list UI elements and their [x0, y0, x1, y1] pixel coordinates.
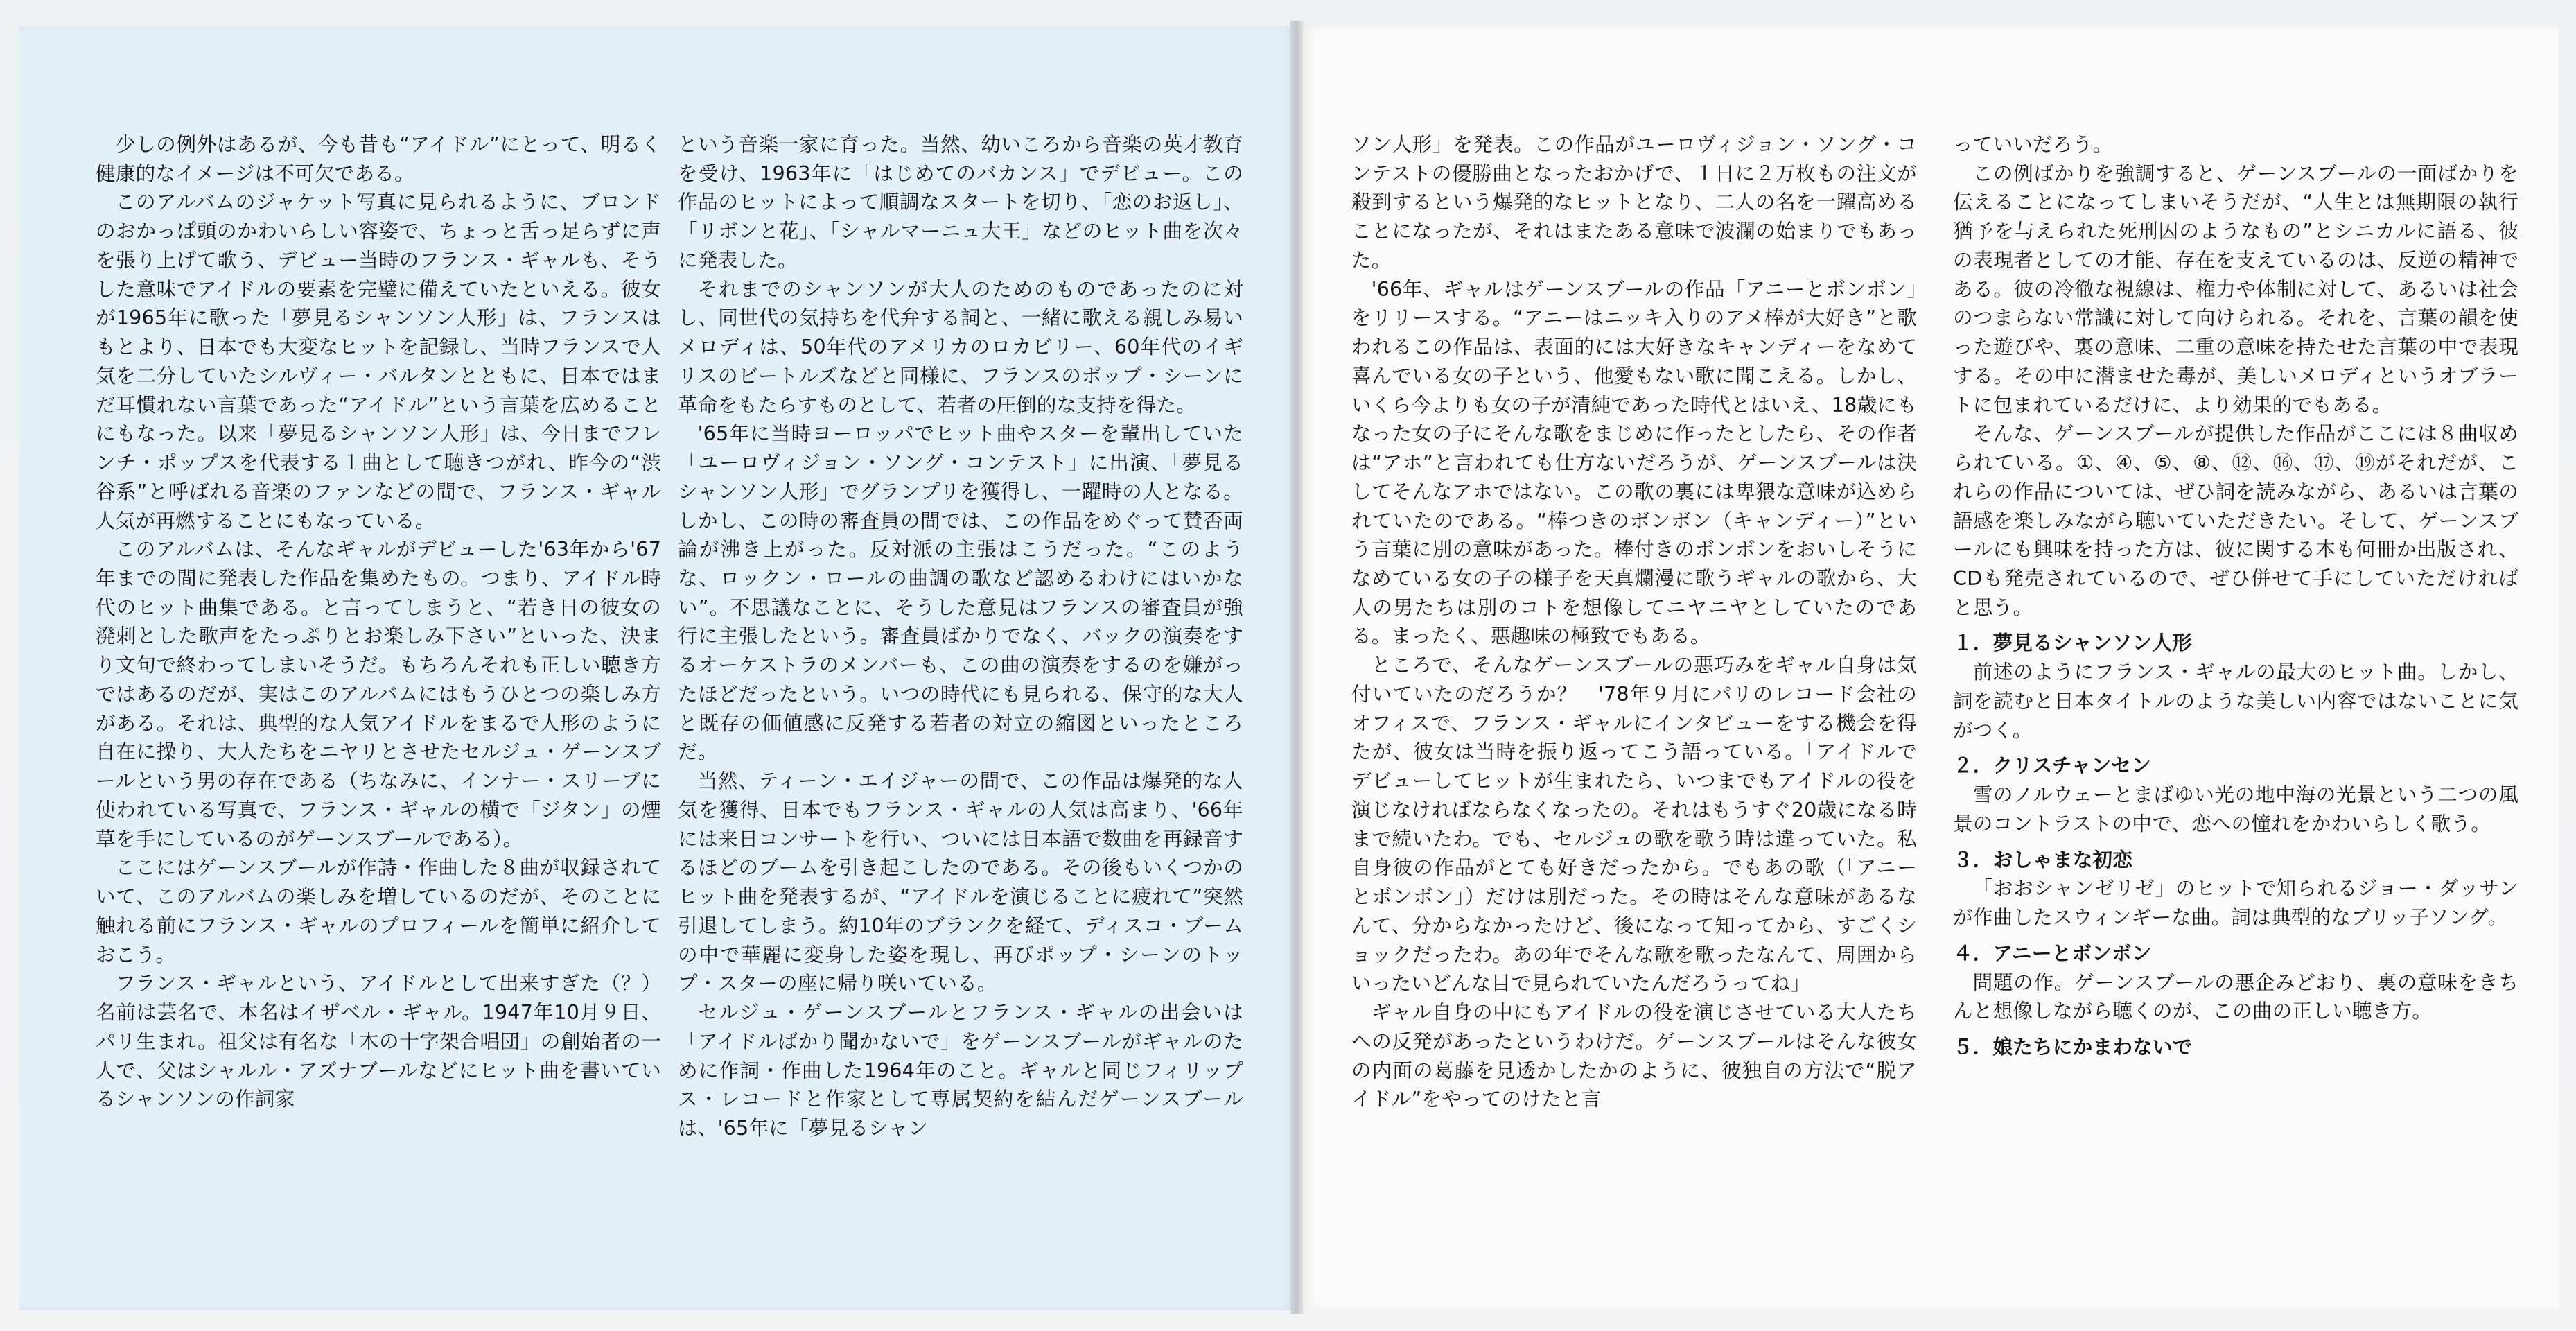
paragraph: このアルバムは、そんなギャルがデビューした'63年から'67年までの間に発表した作品を集めたもの。つまり、アイドル時代のヒット曲集である。と言ってしまうと、“若き日の彼女の溌剌とした歌声をたっぷりとお楽しみ下さい”といった、決まり文句で終わってしまいそうだ。もちろんそれも正しい聴き方ではあるのだが、実はこのアルバムにはもうひとつの楽しみ方がある。それは、典型的な人気アイドルをまるで人形のように自在に操り、大人たちをニヤリとさせたセルジュ・ゲーンスブールという男の存在である（ちなみに、インナー・スリーブに使われている写真で、フランス・ギャルの横で「ジタン」の煙草を手にしているのがゲーンスブールである）。 [96, 537, 661, 851]
paragraph: ギャル自身の中にもアイドルの役を演じさせている大人たちへの反発があったというわけだ。ゲーンスブールはそんな彼女の内面の葛藤を見透かしたかのように、彼独自の方法で“脱アイドル”をやってのけたと言 [1351, 1000, 1917, 1111]
track-title: ４．アニーとボンボン [1953, 941, 2152, 965]
right-page-column-2 [1953, 130, 2518, 1253]
right-page [1303, 26, 2559, 1310]
left-page-column-2 [678, 130, 1243, 1253]
track-description: 前述のようにフランス・ギャルの最大のヒット曲。しかし、詞を読むと日本タイトルのような美しい内容ではないことに気がつく。 [1953, 660, 2518, 742]
track-description: 「おおシャンゼリゼ」のヒットで知られるジョー・ダッサンが作曲したスウィンギーな曲。詞は典型的なブリッ子ソング。 [1953, 876, 2518, 930]
paragraph: っていいだろう。 [1953, 132, 2113, 156]
paragraph: このアルバムのジャケット写真に見られるように、ブロンドのおかっぱ頭のかわいらしい容姿で、ちょっと舌っ足らずに声を張り上げて歌う、デビュー当時のフランス・ギャルも、そうした意味でアイドルの要素を完璧に備えていたといえる。彼女が1965年に歌った「夢見るシャンソン人形」は、フランスはもとより、日本でも大変なヒットを記録し、当時フランスで人気を二分していたシルヴィー・バルタンとともに、日本ではまだ耳慣れない言葉であった“アイドル”という言葉を広めることにもなった。以来「夢見るシャンソン人形」は、今日までフレンチ・ポップスを代表する１曲として聴きつがれ、昨今の“渋谷系”と呼ばれる音楽のファンなどの間で、フランス・ギャル人気が再燃することにもなっている。 [96, 190, 661, 532]
paragraph: この例ばかりを強調すると、ゲーンスブールの一面ばかりを伝えることになってしまいそうだが、“人生とは無期限の執行猶予を与えられた死刑囚のようなもの”とシニカルに語る、彼の表現者としての才能、存在を支えているのは、反逆の精神である。彼の冷徹な視線は、権力や体制に対して、あるいは社会のつまらない常識に対して向けられる。それを、言葉の韻を使った遊びや、裏の意味、二重の意味を持たせた言葉の中で表現する。その中に潜ませた毒が、美しいメロディというオブラートに包まれているだけに、より効果的でもある。 [1953, 161, 2518, 417]
track-title: ２．クリスチャンセン [1953, 754, 2151, 778]
track-notes [1953, 629, 2518, 1061]
paragraph: そんな、ゲーンスブールが提供した作品がここには８曲収められている。①、④、⑤、⑧、⑫、⑯、⑰、⑲がそれだが、これらの作品については、ぜひ詞を読みながら、あるいは言葉の語感を楽しみながら聴いていただきたい。そして、ゲーンスブールにも興味を持った方は、彼に関する本も何冊か出版され、CDも発売されているので、ぜひ併せて手にしていただければと思う。 [1953, 421, 2518, 619]
track-title: １．夢見るシャンソン人形 [1953, 631, 2192, 655]
paragraph: ここにはゲーンスブールが作詩・作曲した８曲が収録されていて、このアルバムの楽しみを増しているのだが、そのことに触れる前にフランス・ギャルのプロフィールを簡単に紹介しておこう。 [96, 855, 661, 966]
paragraph: フランス・ギャルという、アイドルとして出来すぎた（？）名前は芸名で、本名はイザベル・ギャル。1947年10月９日、パリ生まれ。祖父は有名な「木の十字架合唱団」の創始者の一人で、父はシャルル・アズナブールなどにヒット曲を書いているシャンソンの作詞家 [96, 971, 661, 1111]
paragraph: 少しの例外はあるが、今も昔も“アイドル”にとって、明るく健康的なイメージは不可欠である。 [96, 132, 661, 185]
paragraph: という音楽一家に育った。当然、幼いころから音楽の英才教育を受け、1963年に「はじめてのバカンス」でデビュー。この作品のヒットによって順調なスタートを切り、「恋のお返し」、「リボンと花」、「シャルマーニュ大王」などのヒット曲を次々に発表した。 [678, 132, 1243, 272]
paragraph: ところで、そんなゲーンスブールの悪巧みをギャル自身は気付いていたのだろうか？ '78年９月にパリのレコード会社のオフィスで、フランス・ギャルにインタビューをする機会を得たが、彼女は当時を振り返ってこう語っている。「アイドルでデビューしてヒットが生まれたら、いつまでもアイドルの役を演じなければならなくなったの。それはもうすぐ20歳になる時まで続いたわ。でも、セルジュの歌を歌う時は違っていた。私自身彼の作品がとても好きだったから。でもあの歌（「アニーとボンボン」）だけは別だった。その時はそんな意味があるなんて、分からなかったけど、後になって知ってから、すごくショックだったわ。あの年でそんな歌を歌ったなんて、周囲からいったいどんな目で見られていたんだろうってね」 [1351, 653, 1917, 995]
paragraph: ソン人形」を発表。この作品がユーロヴィジョン・ソング・コンテストの優勝曲となったおかげで、１日に２万枚もの注文が殺到するという爆発的なヒットとなり、二人の名を一躍高めることになったが、それはまたある意味で波瀾の始まりでもあった。 [1351, 132, 1917, 272]
paragraph: セルジュ・ゲーンスブールとフランス・ギャルの出会いは「アイドルばかり聞かないで」をゲーンスブールがギャルのために作詞・作曲した1964年のこと。ギャルと同じフィリップス・レコードと作家として専属契約を結んだゲーンスブールは、'65年に「夢見るシャン [678, 1000, 1243, 1140]
track-title: ３．おしゃまな初恋 [1953, 847, 2133, 871]
left-page [19, 26, 1292, 1310]
paragraph: それまでのシャンソンが大人のためのものであったのに対し、同世代の気持ちを代弁する詞と、一緒に歌える親しみ易いメロディは、50年代のアメリカのロカビリー、60年代のイギリスのビートルズなどと同様に、フランスのポップ・シーンに革命をもたらすものとして、若者の圧倒的な支持を得た。 [678, 277, 1243, 417]
paragraph: '65年に当時ヨーロッパでヒット曲やスターを輩出していた「ユーロヴィジョン・ソング・コンテスト」に出演、「夢見るシャンソン人形」でグランプリを獲得し、一躍時の人となる。しかし、この時の審査員の間では、この作品をめぐって賛否両論が沸き上がった。反対派の主張はこうだった。“このような、ロックン・ロールの曲調の歌など認めるわけにはいかない”。不思議なことに、そうした意見はフランスの審査員が強行に主張したという。審査員ばかりでなく、バックの演奏をするオーケストラのメンバーも、この曲の演奏をするのを嫌がったほどだったという。いつの時代にも見られる、保守的な大人と既存の価値感に反発する若者の対立の縮図といったところだ。 [678, 421, 1243, 764]
book-gutter [1290, 21, 1304, 1314]
track-title: ５．娘たちにかまわないで [1953, 1035, 2193, 1059]
right-page-column-1 [1351, 130, 1917, 1253]
track-description: 雪のノルウェーとまばゆい光の地中海の光景という二つの風景のコントラストの中で、恋への憧れをかわいらしく歌う。 [1953, 783, 2518, 835]
paragraph: '66年、ギャルはゲーンスブールの作品「アニーとボンボン」をリリースする。“アニーはニッキ入りのアメ棒が大好き”と歌われるこの作品は、表面的には大好きなキャンディーをなめて喜んでいる女の子という、他愛もない歌に聞こえる。しかし、いくら今よりも女の子が清純であった時代とはいえ、18歳にもなった女の子にそんな歌をまじめに作ったとしたら、その作者は“アホ”と言われても仕方ないだろうが、ゲーンスブールは決してそんなアホではない。この歌の裏には卑猥な意味が込められていたのである。“棒つきのボンボン（キャンディー）”という言葉に別の意味があった。棒付きのボンボンをおいしそうになめている女の子の様子を天真爛漫に歌うギャルの歌から、大人の男たちは別のコトを想像してニヤニヤとしていたのである。まったく、悪趣味の極致でもある。 [1351, 277, 1917, 648]
left-page-column-1 [96, 130, 661, 1253]
track-description: 問題の作。ゲーンスブールの悪企みどおり、裏の意味をきちんと想像しながら聴くのが、この曲の正しい聴き方。 [1953, 970, 2518, 1023]
paragraph: 当然、ティーン・エイジャーの間で、この作品は爆発的な人気を獲得、日本でもフランス・ギャルの人気は高まり、'66年には来日コンサートを行い、ついには日本語で数曲を再録音するほどのブームを引き起こしたのである。その後もいくつかのヒット曲を発表するが、“アイドルを演じることに疲れて”突然引退してしまう。約10年のブランクを経て、ディスコ・ブームの中で華麗に変身した姿を現し、再びポップ・シーンのトップ・スターの座に帰り咲いている。 [678, 769, 1243, 995]
